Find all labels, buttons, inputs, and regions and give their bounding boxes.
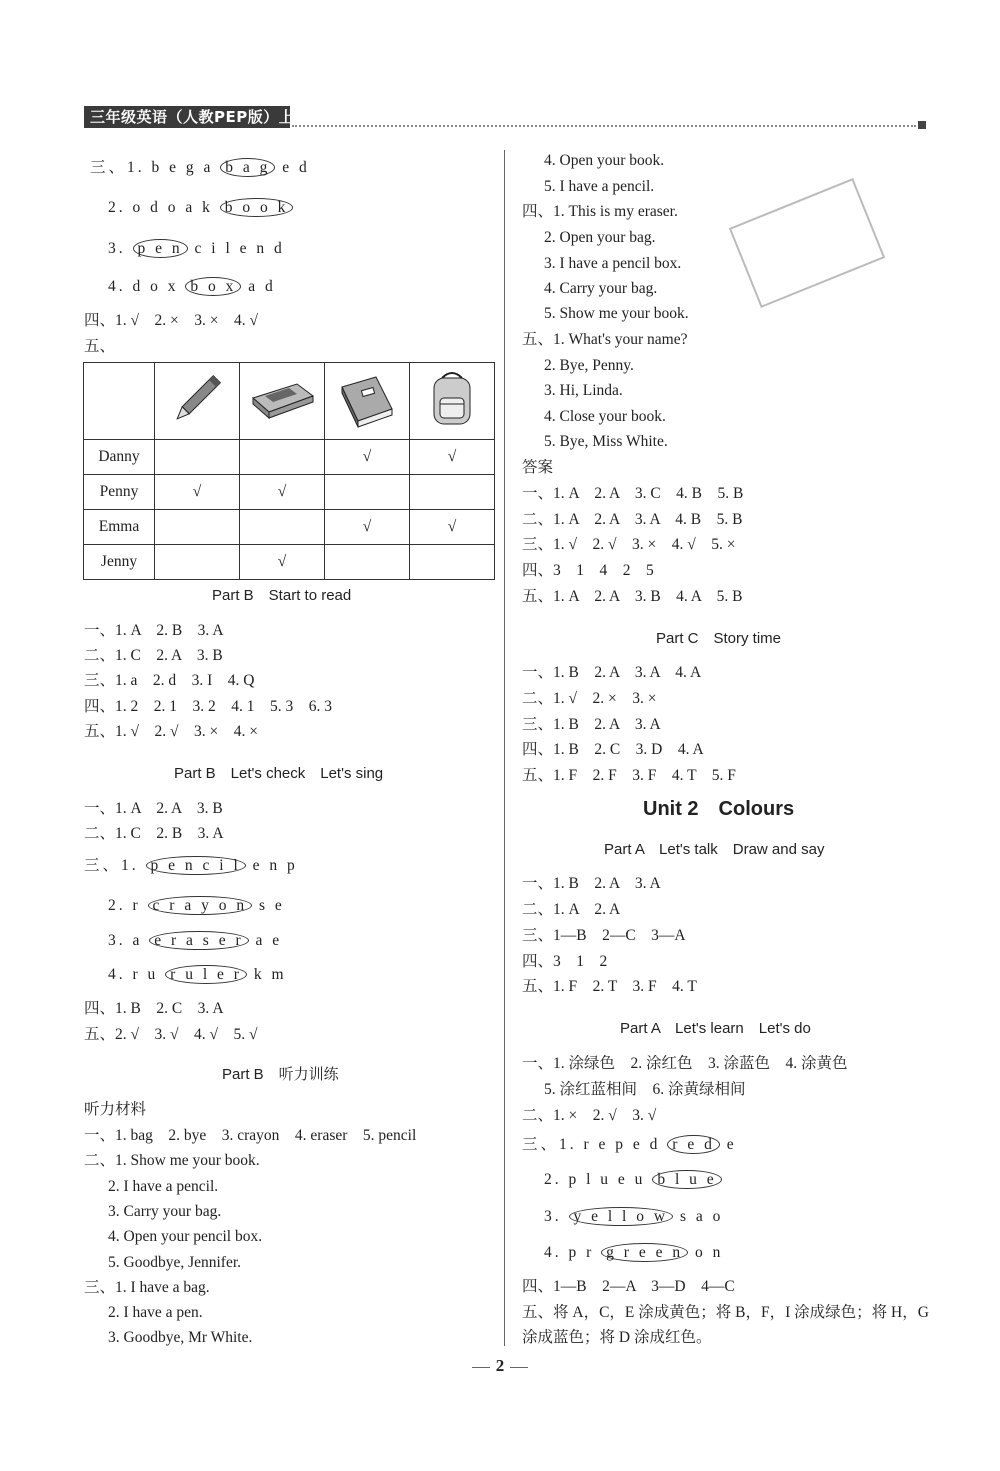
answer-line: 2. I have a pencil.: [108, 1178, 219, 1195]
answer-table: [83, 362, 495, 580]
bag-icon: [410, 363, 495, 440]
book-icon: [325, 363, 410, 440]
table-cell: √: [325, 440, 410, 475]
answer-line: 四、1. √ 2. × 3. × 4. √: [84, 312, 258, 329]
table-cell: [325, 545, 410, 580]
row-name: Danny: [84, 440, 155, 475]
answer-line: 3. I have a pencil box.: [544, 255, 682, 272]
table-cell: [240, 510, 325, 545]
word-search-line: 三、1. b e g a b a g e d: [90, 159, 310, 176]
answer-line: 三、1. B 2. A 3. A: [522, 716, 661, 733]
answer-line: 3. Carry your bag.: [108, 1203, 222, 1220]
pencil-box-icon: [240, 363, 325, 440]
answer-line: 四、1. B 2. C 3. D 4. A: [522, 741, 704, 758]
answer-line: 四、1. This is my eraser.: [522, 203, 678, 220]
answer-line: 四、3 1 2: [522, 953, 608, 970]
answer-line: 四、1. 2 2. 1 3. 2 4. 1 5. 3 6. 3: [84, 698, 333, 715]
table-cell: [325, 475, 410, 510]
table-cell: [155, 545, 240, 580]
answer-line: 一、1. bag 2. bye 3. crayon 4. eraser 5. pencil: [84, 1127, 417, 1144]
answer-line: 2. Bye, Penny.: [544, 357, 634, 374]
column-divider: [504, 150, 505, 1346]
answer-line: 一、1. A 2. B 3. A: [84, 622, 224, 639]
table-cell: √: [325, 510, 410, 545]
answer-line: 涂成蓝色；将 D 涂成红色。: [522, 1329, 712, 1346]
section-label: 五、: [84, 338, 116, 355]
row-name: Penny: [84, 475, 155, 510]
answer-line: 三、1. a 2. d 3. I 4. Q: [84, 672, 255, 689]
answer-line: 5. Goodbye, Jennifer.: [108, 1254, 242, 1271]
word-search-line: 4. d o x b o x a d: [108, 278, 276, 295]
table-cell: [155, 510, 240, 545]
answer-line: 2. Open your bag.: [544, 229, 656, 246]
table-cell: [155, 440, 240, 475]
answer-line: 二、1. A 2. A 3. A 4. B 5. B: [522, 511, 743, 528]
stamp-graphic: [729, 178, 885, 308]
header-divider: [292, 125, 916, 127]
word-search-line: 3. a e r a s e r a e: [108, 932, 283, 949]
word-search-line: 3. p e n c i l e n d: [108, 240, 285, 257]
answer-line: 5. 涂红蓝相间 6. 涂黄绿相间: [544, 1081, 746, 1098]
answer-line: 2. I have a pen.: [108, 1304, 203, 1321]
unit-title: Unit 2 Colours: [643, 798, 795, 820]
answer-line: 一、1. A 2. A 3. C 4. B 5. B: [522, 485, 744, 502]
word-search-line: 三、1. r e p e d r e d e: [522, 1136, 737, 1153]
answer-line: 四、1. B 2. C 3. A: [84, 1000, 224, 1017]
answer-line: 5. Bye, Miss White.: [544, 433, 668, 450]
table-cell: [410, 475, 495, 510]
answer-line: 二、1. √ 2. × 3. ×: [522, 690, 657, 707]
answer-line: 五、1. F 2. T 3. F 4. T: [522, 978, 697, 995]
answer-line: 3. Hi, Linda.: [544, 382, 623, 399]
answer-line: 五、1. √ 2. √ 3. × 4. ×: [84, 723, 258, 740]
table-cell: [410, 545, 495, 580]
answer-line: 4. Open your book.: [544, 152, 665, 169]
section-label: 听力材料: [84, 1101, 147, 1118]
word-search-line: 2. r c r a y o n s e: [108, 897, 285, 914]
answer-line: 五、将 A，C，E 涂成黄色；将 B，F，I 涂成绿色；将 H，G: [522, 1304, 929, 1321]
answer-line: 5. Show me your book.: [544, 305, 689, 322]
answer-line: 5. I have a pencil.: [544, 178, 655, 195]
part-heading: Part A Let's learn Let's do: [620, 1020, 811, 1037]
part-heading: Part C Story time: [656, 630, 782, 647]
answer-line: 五、1. F 2. F 3. F 4. T 5. F: [522, 767, 736, 784]
answer-line: 五、2. √ 3. √ 4. √ 5. √: [84, 1026, 258, 1043]
answer-line: 一、1. B 2. A 3. A: [522, 875, 661, 892]
word-search-line: 2. p l u e u b l u e: [544, 1169, 722, 1191]
pencil-icon: [155, 363, 240, 440]
row-name: Emma: [84, 510, 155, 545]
table-corner: [84, 363, 155, 440]
word-search-line: 2. o d o a k b o o k: [108, 197, 293, 219]
answer-line: 4. Carry your bag.: [544, 280, 658, 297]
answer-line: 四、1—B 2—A 3—D 4—C: [522, 1278, 735, 1295]
answer-line: 五、1. What's your name?: [522, 331, 688, 348]
part-heading: Part B Let's check Let's sing: [174, 765, 384, 782]
table-cell: √: [155, 475, 240, 510]
answer-line: 二、1. C 2. B 3. A: [84, 825, 224, 842]
table-cell: √: [410, 510, 495, 545]
book-title: 三年级英语（人教PEP版）上: [90, 108, 295, 126]
part-heading: Part A Let's talk Draw and say: [604, 841, 825, 858]
answer-line: 一、1. B 2. A 3. A 4. A: [522, 664, 702, 681]
answer-line: 四、3 1 4 2 5: [522, 562, 654, 579]
row-name: Jenny: [84, 545, 155, 580]
answer-line: 二、1. Show me your book.: [84, 1152, 260, 1169]
table-row: [84, 545, 495, 580]
answer-line: 4. Close your book.: [544, 408, 666, 425]
answer-line: 三、1. I have a bag.: [84, 1279, 210, 1296]
word-search-line: 4. r u r u l e r k m: [108, 966, 287, 983]
part-heading: Part B Start to read: [212, 587, 352, 604]
word-search-line: 4. p r g r e e n o n: [544, 1244, 724, 1261]
page-number: 2: [460, 1356, 540, 1376]
table-row: [84, 510, 495, 545]
answer-line: 3. Goodbye, Mr White.: [108, 1329, 253, 1346]
table-cell: √: [240, 475, 325, 510]
word-search-line: 3. y e l l o w s a o: [544, 1208, 724, 1225]
answer-line: 二、1. × 2. √ 3. √: [522, 1107, 657, 1124]
word-search-line: 三、1. p e n c i l e n p: [84, 857, 298, 874]
section-label: 答案: [522, 459, 554, 476]
table-row: [84, 440, 495, 475]
answer-line: 三、1—B 2—C 3—A: [522, 927, 686, 944]
table-cell: [240, 440, 325, 475]
answer-line: 一、1. A 2. A 3. B: [84, 800, 223, 817]
answer-line: 二、1. C 2. A 3. B: [84, 647, 223, 664]
answer-line: 一、1. 涂绿色 2. 涂红色 3. 涂蓝色 4. 涂黄色: [522, 1055, 848, 1072]
part-heading: Part B 听力训练: [222, 1066, 339, 1083]
answer-line: 二、1. A 2. A: [522, 901, 621, 918]
answer-line: 4. Open your pencil box.: [108, 1228, 263, 1245]
header-square: [918, 121, 926, 129]
answer-line: 五、1. A 2. A 3. B 4. A 5. B: [522, 588, 743, 605]
table-row: [84, 475, 495, 510]
table-cell: √: [410, 440, 495, 475]
table-cell: √: [240, 545, 325, 580]
answer-line: 三、1. √ 2. √ 3. × 4. √ 5. ×: [522, 536, 736, 553]
